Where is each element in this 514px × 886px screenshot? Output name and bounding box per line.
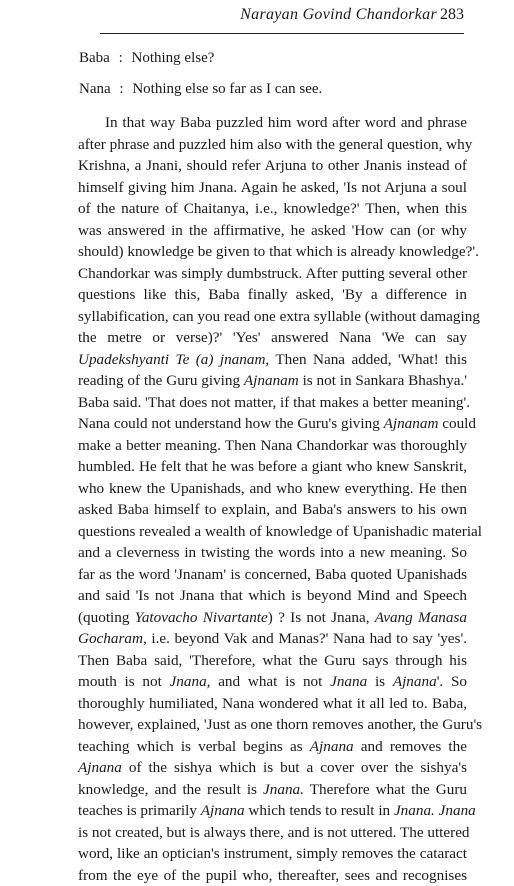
text-segment: humbled. He felt that he was before a giant who knew Sanskrit, <box>78 458 467 475</box>
speaker-separator: : <box>119 50 123 67</box>
text-segment: who knew the Upanishads, and who knew everything. He then <box>78 480 467 497</box>
text-segment: i.e. beyond Vak and Manas?' Nana had to say 'yes'. <box>147 630 467 647</box>
text-segment: questions like this, Baba finally asked, 'By a difference in <box>78 286 467 303</box>
speaker-name: Nana <box>79 81 111 98</box>
text-segment: Then Baba said, 'Therefore, what the Guru says through his <box>78 652 467 669</box>
text-segment: Krishna, a Jnani, should refer Arjuna to other Jnanis instead of <box>78 157 467 174</box>
text-segment: In that way Baba puzzled him word after word and phrase <box>105 114 467 131</box>
text-line <box>78 478 467 500</box>
italic-term: Avang Manasa <box>375 609 467 626</box>
italic-term: Ajnana <box>310 738 354 755</box>
text-segment: after phrase and puzzled him also with the general question, why <box>78 136 472 153</box>
text-segment: knowledge, and the result is <box>78 781 263 798</box>
text-line <box>78 241 467 263</box>
text-line <box>78 306 467 328</box>
text-line <box>78 865 467 886</box>
text-segment: teaching which is verbal begins as <box>78 738 310 755</box>
text-line <box>78 263 467 285</box>
text-segment: is <box>367 673 393 690</box>
text-segment: the metre or verse)?' 'Yes' answered Nana 'We can say <box>78 329 467 346</box>
text-segment: Baba said. 'That does not matter, if that makes a better meaning'. <box>78 394 470 411</box>
text-line <box>78 714 467 736</box>
italic-term: Ajnanam <box>384 415 439 432</box>
text-segment: mouth is not <box>78 673 170 690</box>
text-line <box>78 843 467 865</box>
text-line <box>78 585 467 607</box>
text-segment: Then Nana added, 'What! this <box>269 351 467 368</box>
italic-term: Yatovacho Nivartante <box>135 609 268 626</box>
text-segment: teaches is primarily <box>78 802 201 819</box>
text-segment: reading of the Guru giving <box>78 372 244 389</box>
dialogue-text: Nothing else? <box>132 50 215 66</box>
text-line <box>78 134 467 156</box>
text-segment: Nana could not understand how the Guru's giving <box>78 415 384 432</box>
body-paragraph <box>78 112 467 886</box>
text-line <box>78 607 467 629</box>
text-line <box>78 349 467 371</box>
italic-term: Upadekshyanti Te (a) jnanam, <box>78 351 269 368</box>
text-segment: is not created, but is always there, and is not uttered. The uttered <box>78 824 470 841</box>
text-line <box>78 628 467 650</box>
text-segment: of the nature of Chaitanya, i.e., knowledge?' Then, when this <box>78 200 467 217</box>
running-header <box>100 6 464 34</box>
italic-term: Jnana, <box>170 673 211 690</box>
text-segment: ) ? Is not Jnana, <box>268 609 375 626</box>
text-segment: however, explained, 'Just as one thorn removes another, the Guru's <box>78 716 482 733</box>
text-line <box>78 693 467 715</box>
text-line <box>78 392 467 414</box>
text-line <box>78 284 467 306</box>
text-segment: and said 'Is not Jnana that which is beyond Mind and Speech <box>78 587 467 604</box>
italic-term: Jnana. <box>263 781 304 798</box>
text-line <box>78 822 467 844</box>
text-line <box>78 671 467 693</box>
dialogue-text: Nothing else so far as I can see. <box>132 81 322 97</box>
text-line <box>78 736 467 758</box>
text-line <box>78 413 467 435</box>
italic-term: Ajnanam <box>244 372 299 389</box>
text-line <box>78 435 467 457</box>
page-number: 283 <box>440 6 464 24</box>
italic-term: Ajnana <box>201 802 245 819</box>
text-segment: from the eye of the pupil who, thereafter, sees and recognises <box>78 867 467 884</box>
running-title: Narayan Govind Chandorkar <box>240 6 437 24</box>
italic-term: Ajnana <box>393 673 437 690</box>
text-line <box>78 177 467 199</box>
text-segment: asked Baba himself to explain, and Baba's answers to his own <box>78 501 467 518</box>
text-line <box>78 521 467 543</box>
text-line <box>78 370 467 392</box>
text-line <box>78 499 467 521</box>
text-segment: word, like an optician's instrument, simply removes the cataract <box>78 845 467 862</box>
dialogue-line <box>79 50 214 67</box>
text-line <box>78 779 467 801</box>
italic-term: Gocharam, <box>78 630 147 647</box>
text-segment: should) knowledge be given to that which is already knowledge?'. <box>78 243 479 260</box>
text-segment: far as the word 'Jnanam' is concerned, Baba quoted Upanishads <box>78 566 467 583</box>
text-segment: himself giving him Jnana. Again he asked, 'Is not Arjuna a soul <box>78 179 467 196</box>
text-segment: Therefore what the Guru <box>304 781 467 798</box>
text-line <box>78 800 467 822</box>
text-segment: make a better meaning. Then Nana Chandorkar was thoroughly <box>78 437 467 454</box>
italic-term: Jnana <box>330 673 367 690</box>
text-segment: questions revealed a wealth of knowledge of Upanishadic material <box>78 523 482 540</box>
text-line <box>78 112 467 134</box>
text-line <box>78 542 467 564</box>
text-segment: (quoting <box>78 609 135 626</box>
speaker-name: Baba <box>79 50 110 67</box>
text-segment: and a cleverness in twisting the words into a new meaning. So <box>78 544 467 561</box>
text-line <box>78 327 467 349</box>
text-line <box>78 757 467 779</box>
text-line <box>78 155 467 177</box>
text-segment: is not in Sankara Bhashya.' <box>299 372 467 389</box>
text-segment: thoroughly humiliated, Nana wondered what it all led to. Baba, <box>78 695 467 712</box>
text-line <box>78 564 467 586</box>
text-segment: and what is not <box>210 673 330 690</box>
text-line <box>78 650 467 672</box>
text-line <box>78 198 467 220</box>
italic-term: Jnana. Jnana <box>394 802 476 819</box>
text-line <box>78 456 467 478</box>
italic-term: Ajnana <box>78 759 122 776</box>
text-segment: and removes the <box>354 738 467 755</box>
text-segment: of the sishya which is but a cover over the sishya's <box>122 759 467 776</box>
text-segment: '. So <box>437 673 467 690</box>
text-line <box>78 220 467 242</box>
text-segment: was answered in the affirmative, he asked 'How can (or why <box>78 222 467 239</box>
text-segment: could <box>438 415 476 432</box>
speaker-separator: : <box>119 81 123 98</box>
dialogue-line <box>79 81 322 98</box>
text-segment: syllabification, can you read one extra syllable (without damaging <box>78 308 480 325</box>
text-segment: which tends to result in <box>245 802 394 819</box>
text-segment: Chandorkar was simply dumbstruck. After putting several other <box>78 265 467 282</box>
